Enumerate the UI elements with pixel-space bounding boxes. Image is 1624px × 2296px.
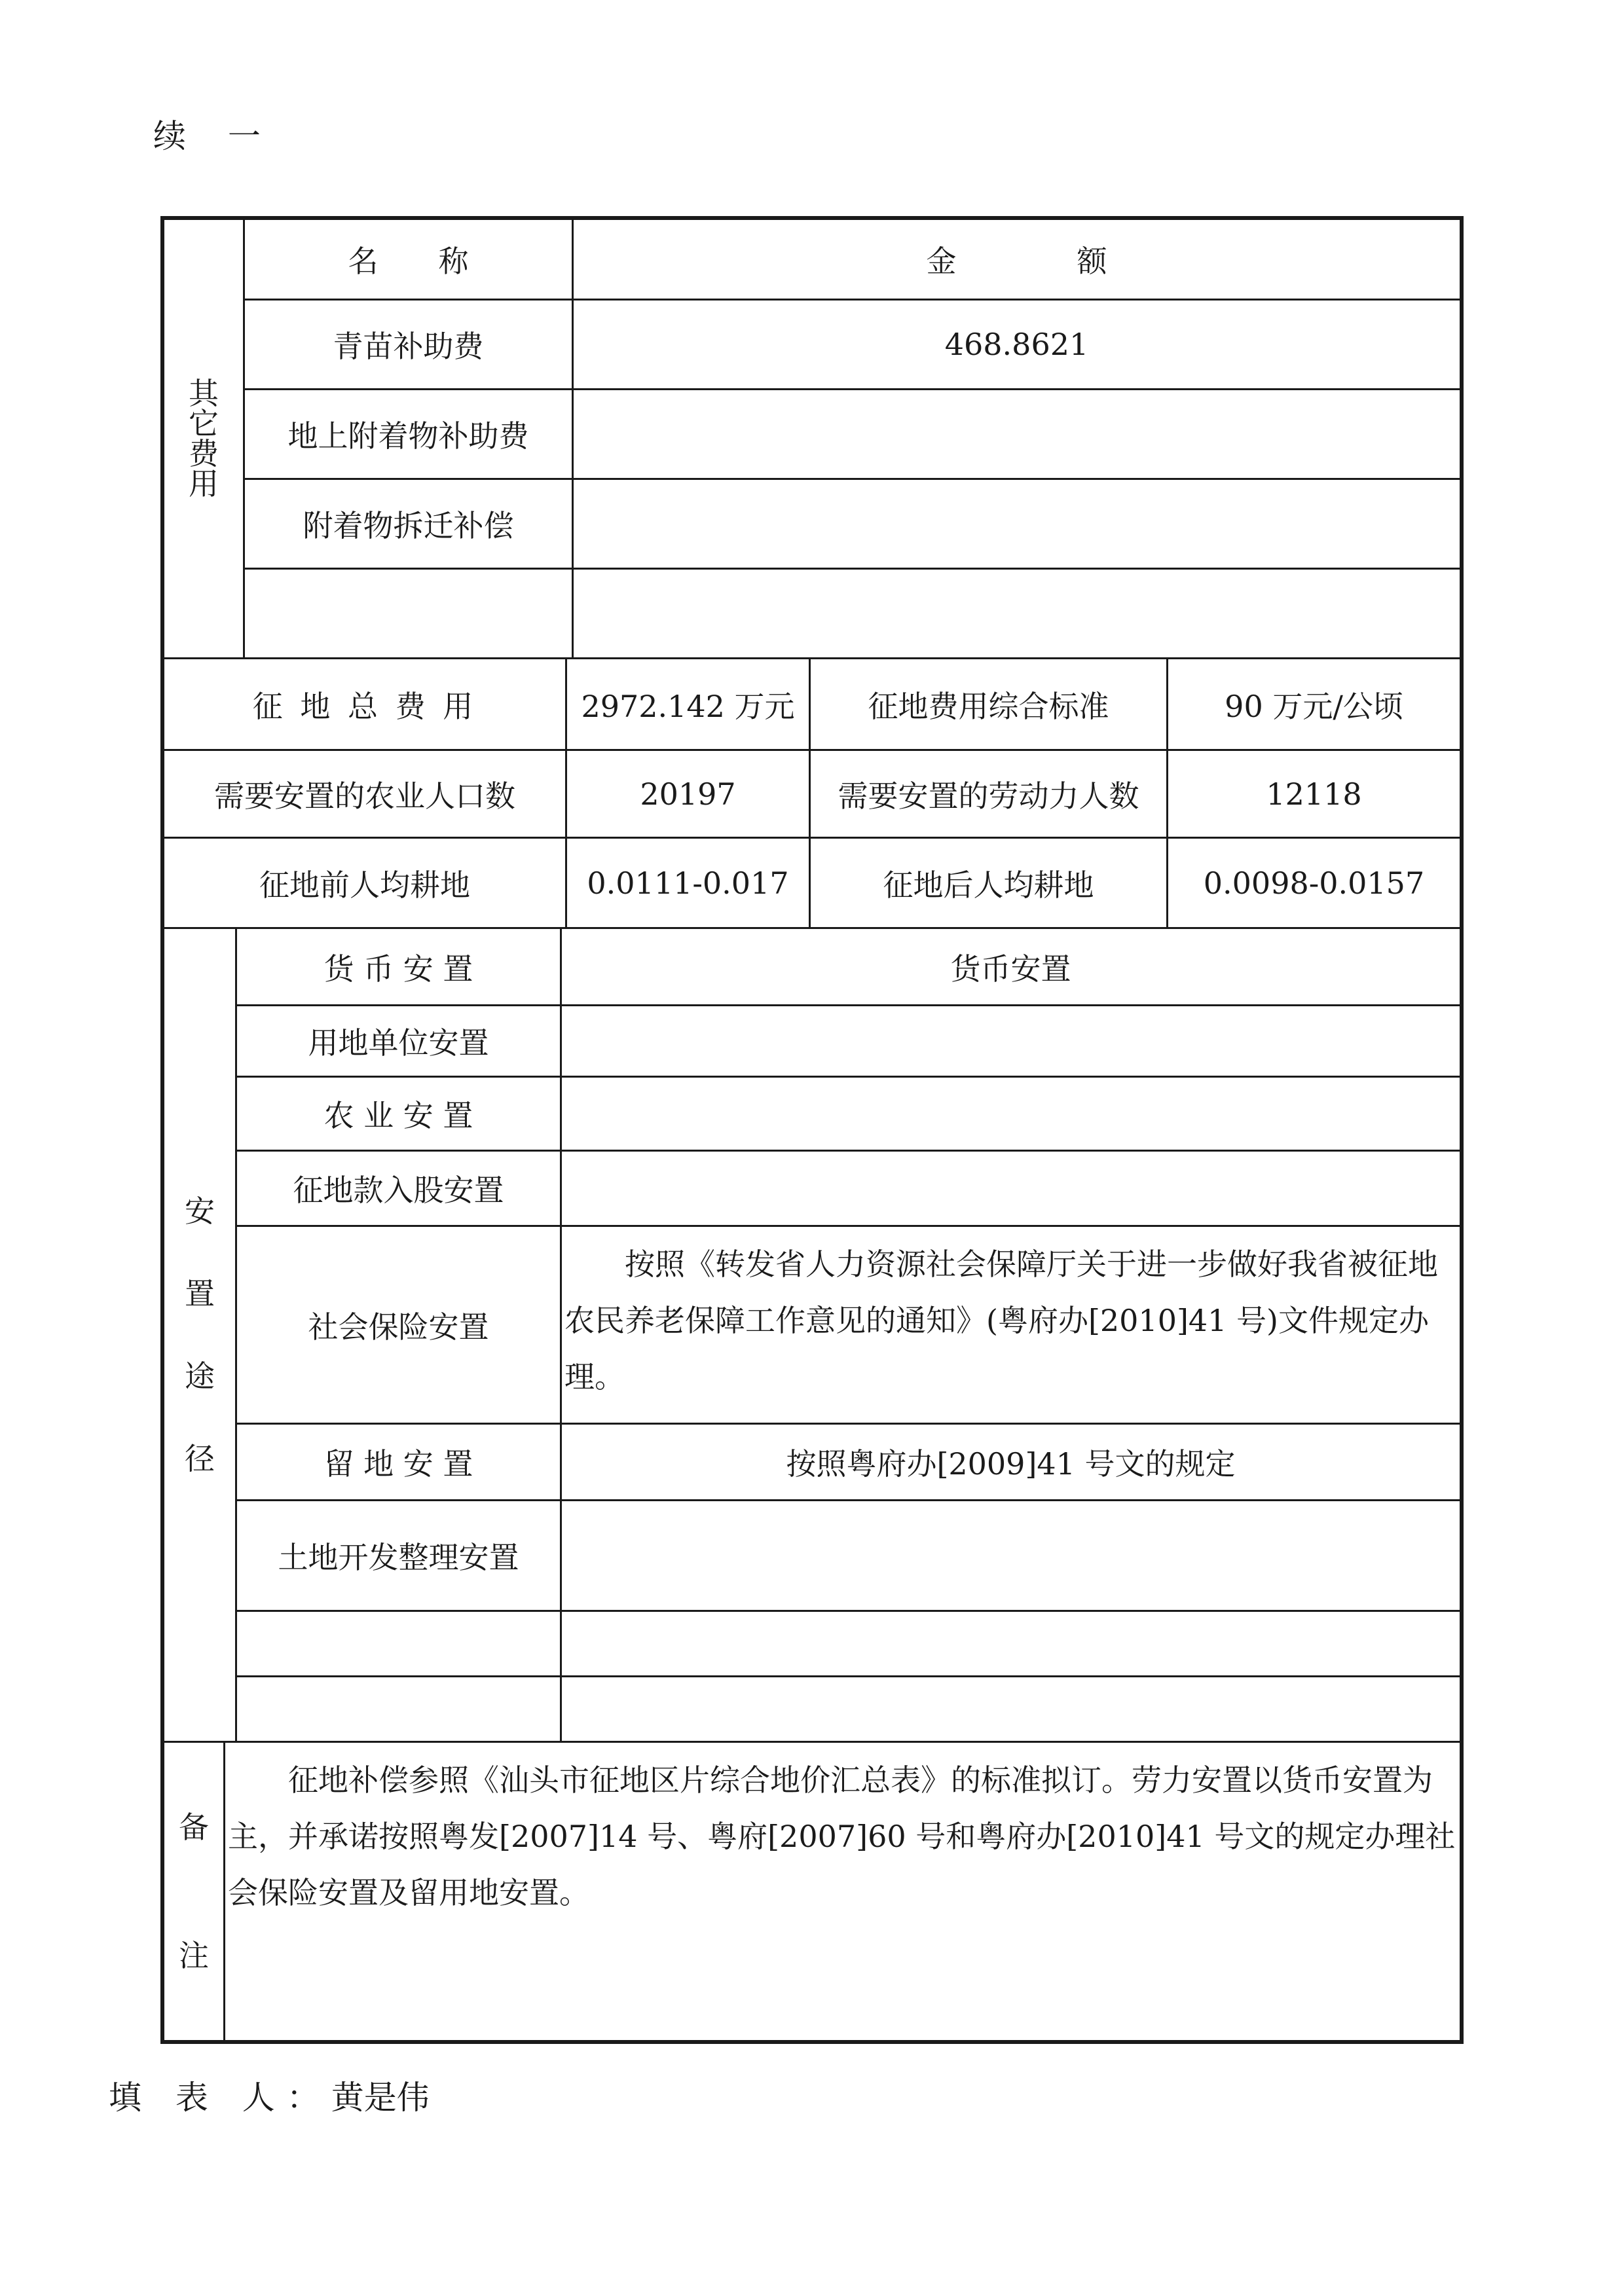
- remarks-text: 征地补偿参照《汕头市征地区片综合地价汇总表》的标准拟订。劳力安置以货币安置为主，并承诺按照粤发[2007]14 号、粤府[2007]60 号和粤府办[2010]41 号文的规定办理社会保险安置及留用地安置。: [228, 1762, 1456, 1910]
- farmland-after-label: 征地后人均耕地: [883, 867, 1094, 903]
- fee-amount: [574, 480, 1460, 568]
- filler-label: 填 表 人：: [109, 2079, 331, 2117]
- agri-population-value: 20197: [640, 776, 736, 812]
- section-label-resettlement: 安 置 途 径: [185, 1194, 215, 1476]
- farmland-before-label: 征地前人均耕地: [259, 867, 470, 903]
- resettle-value: [562, 1152, 1460, 1225]
- resettle-value: 货币安置: [950, 951, 1071, 987]
- resettle-value: 按照粤府办[2009]41 号文的规定: [786, 1446, 1236, 1482]
- section-label-remarks: 备 注: [179, 1810, 209, 1973]
- fee-amount: [574, 390, 1460, 478]
- header-name: 名 称: [348, 244, 469, 279]
- land-acquisition-table: [160, 216, 1464, 2044]
- resettle-value: [562, 1006, 1460, 1076]
- labor-count-label: 需要安置的劳动力人数: [838, 778, 1139, 814]
- resettle-name: 用地单位安置: [308, 1025, 489, 1061]
- farmland-before-value: 0.0111-0.017: [587, 865, 789, 901]
- fee-name: [245, 570, 572, 657]
- fee-name: 地上附着物补助费: [287, 418, 529, 454]
- filler-name: 黄是伟: [331, 2079, 430, 2117]
- resettle-name: 货 币 安 置: [323, 951, 473, 987]
- fee-name: 青苗补助费: [333, 329, 484, 364]
- filler-signature: [109, 2071, 430, 2119]
- resettle-value: [562, 1501, 1460, 1610]
- social-insurance-text: 按照《转发省人力资源社会保障厅关于进一步做好我省被征地农民养老保障工作意见的通知》(粤府办[2010]41 号)文件规定办理。: [564, 1247, 1438, 1394]
- continuation-label: 续 一: [153, 117, 276, 155]
- total-cost-value: 2972.142 万元: [581, 688, 795, 724]
- resettle-name: 留 地 安 置: [323, 1446, 473, 1482]
- resettle-name: 社会保险安置: [308, 1309, 489, 1345]
- resettle-value: [562, 1078, 1460, 1150]
- standard-label: 征地费用综合标准: [868, 688, 1109, 724]
- resettle-name: [237, 1677, 560, 1741]
- fee-name: 附着物拆迁补偿: [303, 508, 514, 543]
- resettle-value: [562, 1612, 1460, 1675]
- resettle-value: [562, 1677, 1460, 1741]
- resettle-name: 征地款入股安置: [293, 1173, 504, 1208]
- farmland-after-value: 0.0098-0.0157: [1203, 865, 1425, 901]
- header-amount: 金 额: [926, 244, 1107, 279]
- fee-amount: [574, 570, 1460, 657]
- resettle-name: [237, 1612, 560, 1675]
- section-label-other-fees: 其 它 费 用: [189, 376, 219, 501]
- labor-count-value: 12118: [1266, 776, 1362, 812]
- total-cost-label: 征 地 总 费 用: [252, 688, 477, 724]
- agri-population-label: 需要安置的农业人口数: [214, 778, 515, 814]
- standard-value: 90 万元/公顷: [1225, 688, 1403, 724]
- resettle-name: 农 业 安 置: [323, 1098, 473, 1133]
- fee-amount: 468.8621: [944, 327, 1089, 362]
- resettle-name: 土地开发整理安置: [278, 1540, 519, 1575]
